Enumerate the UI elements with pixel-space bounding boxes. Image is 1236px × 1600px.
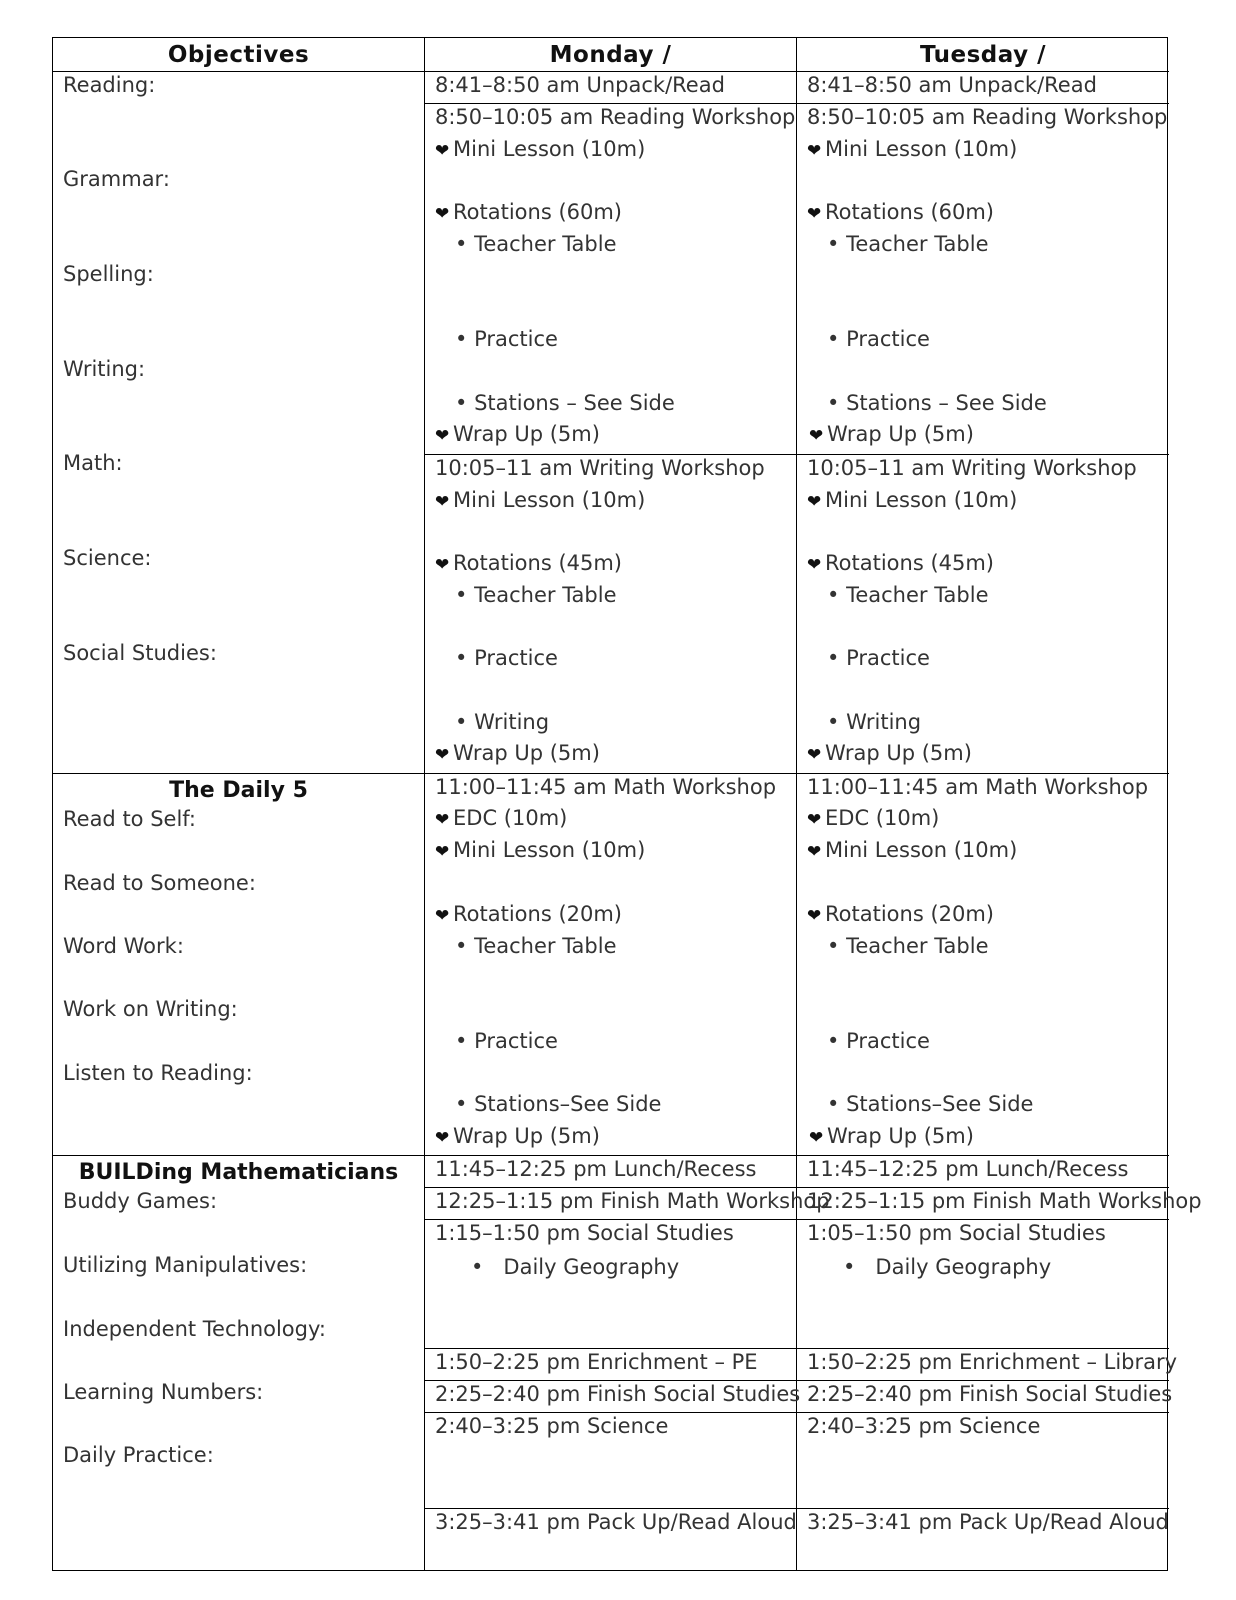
building-buddy-games: Buddy Games: — [63, 1189, 218, 1213]
daily5-work-on-writing: Work on Writing: — [63, 997, 238, 1021]
schedule-science: 2:40–3:25 pm Science — [807, 1414, 1041, 1438]
list-item: ❤ Rotations (45m) — [435, 548, 622, 580]
list-item: ❤ Mini Lesson (10m) — [435, 134, 645, 166]
heart-icon: ❤ — [435, 1128, 450, 1148]
list-item: • Teacher Table — [455, 934, 617, 958]
bullet-icon: • — [471, 1255, 484, 1279]
list-item: • Practice — [827, 327, 930, 351]
schedule-enrichment: 1:50–2:25 pm Enrichment – PE — [435, 1350, 758, 1374]
bullet-icon: • — [455, 583, 468, 607]
heart-icon: ❤ — [807, 810, 822, 830]
bullet-icon: • — [827, 646, 840, 670]
heart-icon: ❤ — [807, 141, 822, 161]
list-item: • Practice — [827, 1029, 930, 1053]
list-item: ❤ Wrap Up (5m) — [435, 738, 600, 770]
list-item: ❤ Mini Lesson (10m) — [435, 835, 645, 867]
column-divider — [796, 38, 797, 1570]
heart-icon: ❤ — [435, 204, 450, 224]
building-manipulatives: Utilizing Manipulatives: — [63, 1253, 308, 1277]
list-item: • Teacher Table — [827, 232, 989, 256]
schedule-pack-up: 3:25–3:41 pm Pack Up/Read Aloud — [435, 1510, 797, 1534]
objective-social-studies: Social Studies: — [63, 641, 217, 665]
bullet-icon: • — [827, 232, 840, 256]
list-item: • Daily Geography — [471, 1255, 680, 1279]
heart-icon: ❤ — [435, 842, 450, 862]
schedule-lunch: 11:45–12:25 pm Lunch/Recess — [435, 1157, 757, 1181]
schedule-pack-up: 3:25–3:41 pm Pack Up/Read Aloud — [807, 1510, 1169, 1534]
list-item: ❤ Rotations (20m) — [807, 899, 994, 931]
bullet-icon: • — [827, 934, 840, 958]
objective-writing: Writing: — [63, 357, 146, 381]
heart-icon: ❤ — [807, 745, 822, 765]
heart-icon: ❤ — [807, 906, 822, 926]
objective-grammar: Grammar: — [63, 167, 170, 191]
schedule-reading-workshop: 8:50–10:05 am Reading Workshop — [807, 105, 1168, 129]
building-title: BUILDing Mathematicians — [78, 1160, 399, 1185]
list-item: • Writing — [827, 710, 922, 734]
list-item: ❤ Mini Lesson (10m) — [807, 835, 1017, 867]
heart-icon: ❤ — [807, 204, 822, 224]
schedule-social-studies: 1:05–1:50 pm Social Studies — [807, 1221, 1106, 1245]
list-item: ❤ Mini Lesson (10m) — [435, 485, 645, 517]
heart-icon: ❤ — [435, 745, 450, 765]
bullet-icon: • — [455, 391, 468, 415]
list-item: ❤ Wrap Up (5m) — [809, 419, 974, 451]
heart-icon: ❤ — [809, 426, 824, 446]
bullet-icon: • — [827, 710, 840, 734]
list-item: • Teacher Table — [827, 583, 989, 607]
bullet-icon: • — [827, 583, 840, 607]
schedule-enrichment: 1:50–2:25 pm Enrichment – Library — [807, 1350, 1178, 1374]
list-item: ❤ Rotations (20m) — [435, 899, 622, 931]
heart-icon: ❤ — [807, 492, 822, 512]
schedule-science: 2:40–3:25 pm Science — [435, 1414, 669, 1438]
daily5-listen-to-reading: Listen to Reading: — [63, 1061, 253, 1085]
schedule-finish-social: 2:25–2:40 pm Finish Social Studies — [435, 1382, 801, 1406]
bullet-icon: • — [455, 1029, 468, 1053]
bullet-icon: • — [455, 1092, 468, 1116]
list-item: • Practice — [455, 646, 558, 670]
bullet-icon: • — [455, 327, 468, 351]
list-item: • Practice — [827, 646, 930, 670]
heart-icon: ❤ — [435, 426, 450, 446]
bullet-icon: • — [455, 710, 468, 734]
lesson-plan-table — [52, 37, 1202, 1571]
list-item: ❤ Rotations (60m) — [807, 197, 994, 229]
objective-math: Math: — [63, 451, 123, 475]
schedule-writing-workshop: 10:05–11 am Writing Workshop — [435, 456, 765, 480]
schedule-finish-social: 2:25–2:40 pm Finish Social Studies — [807, 1382, 1173, 1406]
daily5-word-work: Word Work: — [63, 934, 184, 958]
bullet-icon: • — [827, 1092, 840, 1116]
header-objectives: Objectives — [167, 41, 310, 68]
bullet-icon: • — [827, 1029, 840, 1053]
heart-icon: ❤ — [435, 492, 450, 512]
building-technology: Independent Technology: — [63, 1317, 326, 1341]
list-item: ❤ Rotations (45m) — [807, 548, 994, 580]
list-item: • Stations–See Side — [827, 1092, 1034, 1116]
list-item: • Stations–See Side — [455, 1092, 662, 1116]
list-item: ❤ EDC (10m) — [435, 803, 567, 835]
list-item: ❤ EDC (10m) — [807, 803, 939, 835]
bullet-icon: • — [455, 232, 468, 256]
list-item: • Teacher Table — [455, 232, 617, 256]
schedule-writing-workshop: 10:05–11 am Writing Workshop — [807, 456, 1137, 480]
schedule-finish-math: 12:25–1:15 pm Finish Math Workshop — [435, 1189, 830, 1213]
list-item: ❤ Mini Lesson (10m) — [807, 134, 1017, 166]
list-item: • Teacher Table — [455, 583, 617, 607]
daily5-read-to-self: Read to Self: — [63, 807, 197, 831]
header-tuesday: Tuesday / — [919, 41, 1046, 68]
schedule-unpack: 8:41–8:50 am Unpack/Read — [435, 73, 725, 97]
list-item: • Stations – See Side — [827, 391, 1047, 415]
building-daily-practice: Daily Practice: — [63, 1443, 214, 1467]
bullet-icon: • — [455, 934, 468, 958]
objective-reading: Reading: — [63, 73, 156, 97]
objective-spelling: Spelling: — [63, 262, 154, 286]
list-item: • Teacher Table — [827, 934, 989, 958]
heart-icon: ❤ — [809, 1128, 824, 1148]
heart-icon: ❤ — [435, 141, 450, 161]
heart-icon: ❤ — [807, 555, 822, 575]
header-monday: Monday / — [549, 41, 672, 68]
list-item: ❤ Wrap Up (5m) — [435, 1121, 600, 1153]
list-item: • Practice — [455, 327, 558, 351]
bullet-icon: • — [827, 327, 840, 351]
list-item: • Daily Geography — [843, 1255, 1052, 1279]
list-item: • Practice — [455, 1029, 558, 1053]
heart-icon: ❤ — [435, 906, 450, 926]
schedule-math-workshop: 11:00–11:45 am Math Workshop — [435, 775, 777, 799]
column-divider — [424, 38, 425, 1570]
schedule-unpack: 8:41–8:50 am Unpack/Read — [807, 73, 1097, 97]
list-item: • Writing — [455, 710, 550, 734]
bullet-icon: • — [843, 1255, 856, 1279]
list-item: ❤ Wrap Up (5m) — [807, 738, 972, 770]
heart-icon: ❤ — [435, 810, 450, 830]
list-item: ❤ Mini Lesson (10m) — [807, 485, 1017, 517]
bullet-icon: • — [827, 391, 840, 415]
building-learning-numbers: Learning Numbers: — [63, 1380, 264, 1404]
list-item: • Stations – See Side — [455, 391, 675, 415]
heart-icon: ❤ — [807, 842, 822, 862]
list-item: ❤ Wrap Up (5m) — [435, 419, 600, 451]
bullet-icon: • — [455, 646, 468, 670]
daily5-title: The Daily 5 — [169, 778, 308, 803]
schedule-finish-math: 12:25–1:15 pm Finish Math Workshop — [807, 1189, 1202, 1213]
list-item: ❤ Wrap Up (5m) — [809, 1121, 974, 1153]
heart-icon: ❤ — [435, 555, 450, 575]
list-item: ❤ Rotations (60m) — [435, 197, 622, 229]
schedule-lunch: 11:45–12:25 pm Lunch/Recess — [807, 1157, 1129, 1181]
schedule-reading-workshop: 8:50–10:05 am Reading Workshop — [435, 105, 796, 129]
schedule-social-studies: 1:15–1:50 pm Social Studies — [435, 1221, 734, 1245]
objective-science: Science: — [63, 546, 152, 570]
daily5-read-to-someone: Read to Someone: — [63, 871, 256, 895]
schedule-math-workshop: 11:00–11:45 am Math Workshop — [807, 775, 1149, 799]
